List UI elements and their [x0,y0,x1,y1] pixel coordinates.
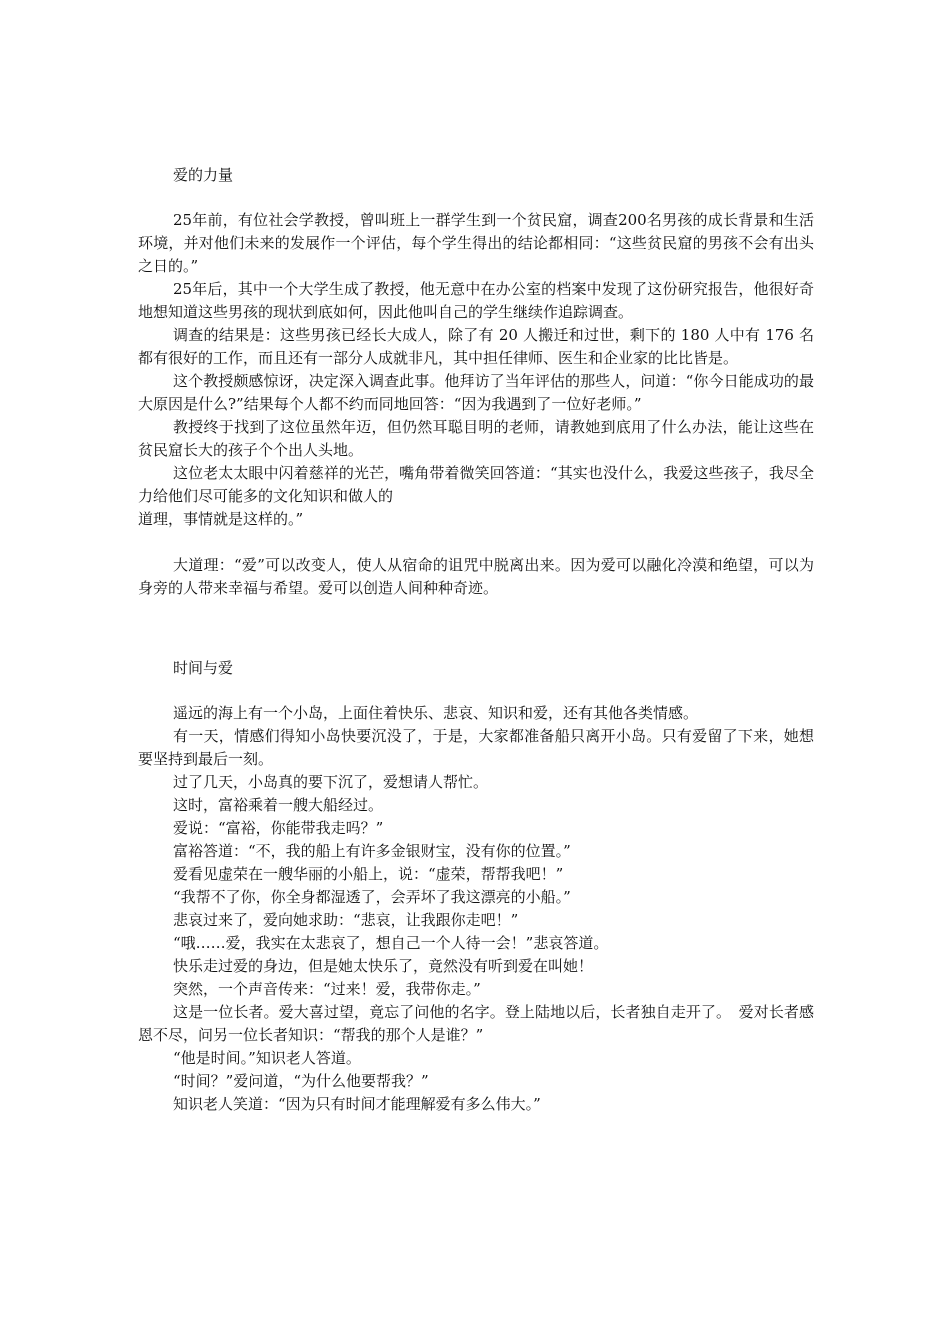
paragraph: 爱说：“富裕，你能带我走吗？” [173,819,384,837]
paragraph: 知识老人笑道：“因为只有时间才能理解爱有多么伟大。” [173,1095,541,1113]
paragraph: 富裕答道：“不，我的船上有许多金银财宝，没有你的位置。” [173,842,571,860]
paragraph: 遥远的海上有一个小岛，上面住着快乐、悲哀、知识和爱，还有其他各类情感。 [173,704,699,722]
paragraph: “我帮不了你，你全身都湿透了，会弄坏了我这漂亮的小船。” [173,888,571,906]
paragraph: 过了几天，小岛真的要下沉了，爱想请人帮忙。 [173,773,489,791]
spacer [138,680,814,702]
paragraph: 这位老太太眼中闪着慈祥的光芒，嘴角带着微笑回答道：“其实也没什么，我爱这些孩子，我尽全力给他们尽可能多的文化知识和做人的 [138,464,814,505]
paragraph: 有一天，情感们得知小岛快要沉没了，于是，大家都准备船只离开小岛。只有爱留了下来，她想要坚持到最后一刻。 [138,727,814,768]
paragraph: 突然，一个声音传来：“过来！爱，我带你走。” [173,980,481,998]
paragraph: “哦……爱，我实在太悲哀了，想自己一个人待一会！”悲哀答道。 [173,934,609,952]
paragraph: 25年后，其中一个大学生成了教授，他无意中在办公室的档案中发现了这份研究报告，他很好奇地想知道这些男孩的现状到底如何，因此他叫自己的学生继续作追踪调查。 [138,280,814,321]
paragraph: “时间？”爱问道，“为什么他要帮我？” [173,1072,429,1090]
document-page [138,164,814,1116]
section-title-time-and-love: 时间与爱 [173,659,234,677]
paragraph: 教授终于找到了这位虽然年迈，但仍然耳聪目明的老师，请教她到底用了什么办法，能让这些在贫民窟长大的孩子个个出人头地。 [138,418,814,459]
paragraph: “他是时间。”知识老人答道。 [173,1049,361,1067]
spacer [138,531,814,554]
paragraph: 悲哀过来了，爱向她求助：“悲哀，让我跟你走吧！” [173,911,519,929]
paragraph: 这是一位长者。爱大喜过望，竟忘了问他的名字。登上陆地以后，长者独自走开了。 爱对长者感恩不尽，问另一位长者知识：“帮我的那个人是谁？” [138,1003,814,1044]
paragraph: 25年前，有位社会学教授，曾叫班上一群学生到一个贫民窟，调查200名男孩的成长背景和生活环境，并对他们未来的发展作一个评估，每个学生得出的结论都相同：“这些贫民窟的男孩不会有出头之日的。” [138,211,814,275]
paragraph: 这个教授颇感惊讶，决定深入调查此事。他拜访了当年评估的那些人，问道：“你今日能成功的最大原因是什么?”结果每个人都不约而同地回答：“因为我遇到了一位好老师。” [138,372,814,413]
paragraph-continuation: 道理，事情就是这样的。” [138,510,304,528]
paragraph: 快乐走过爱的身边，但是她太快乐了，竟然没有听到爱在叫她！ [173,957,594,975]
spacer [138,187,814,209]
section-title-love-power: 爱的力量 [173,166,234,184]
paragraph: 调查的结果是：这些男孩已经长大成人，除了有 20 人搬迁和过世，剩下的 180 人中有 176 名都有很好的工作，而且还有一部分人成就非凡，其中担任律师、医生和企业家的比比皆是。 [138,326,814,367]
moral-paragraph: 大道理：“爱”可以改变人，使人从宿命的诅咒中脱离出来。因为爱可以融化冷漠和绝望，可以为身旁的人带来幸福与希望。爱可以创造人间种种奇迹。 [138,556,814,597]
spacer [138,600,814,657]
paragraph: 爱看见虚荣在一艘华丽的小船上，说：“虚荣，帮帮我吧！” [173,865,564,883]
paragraph: 这时，富裕乘着一艘大船经过。 [173,796,384,814]
